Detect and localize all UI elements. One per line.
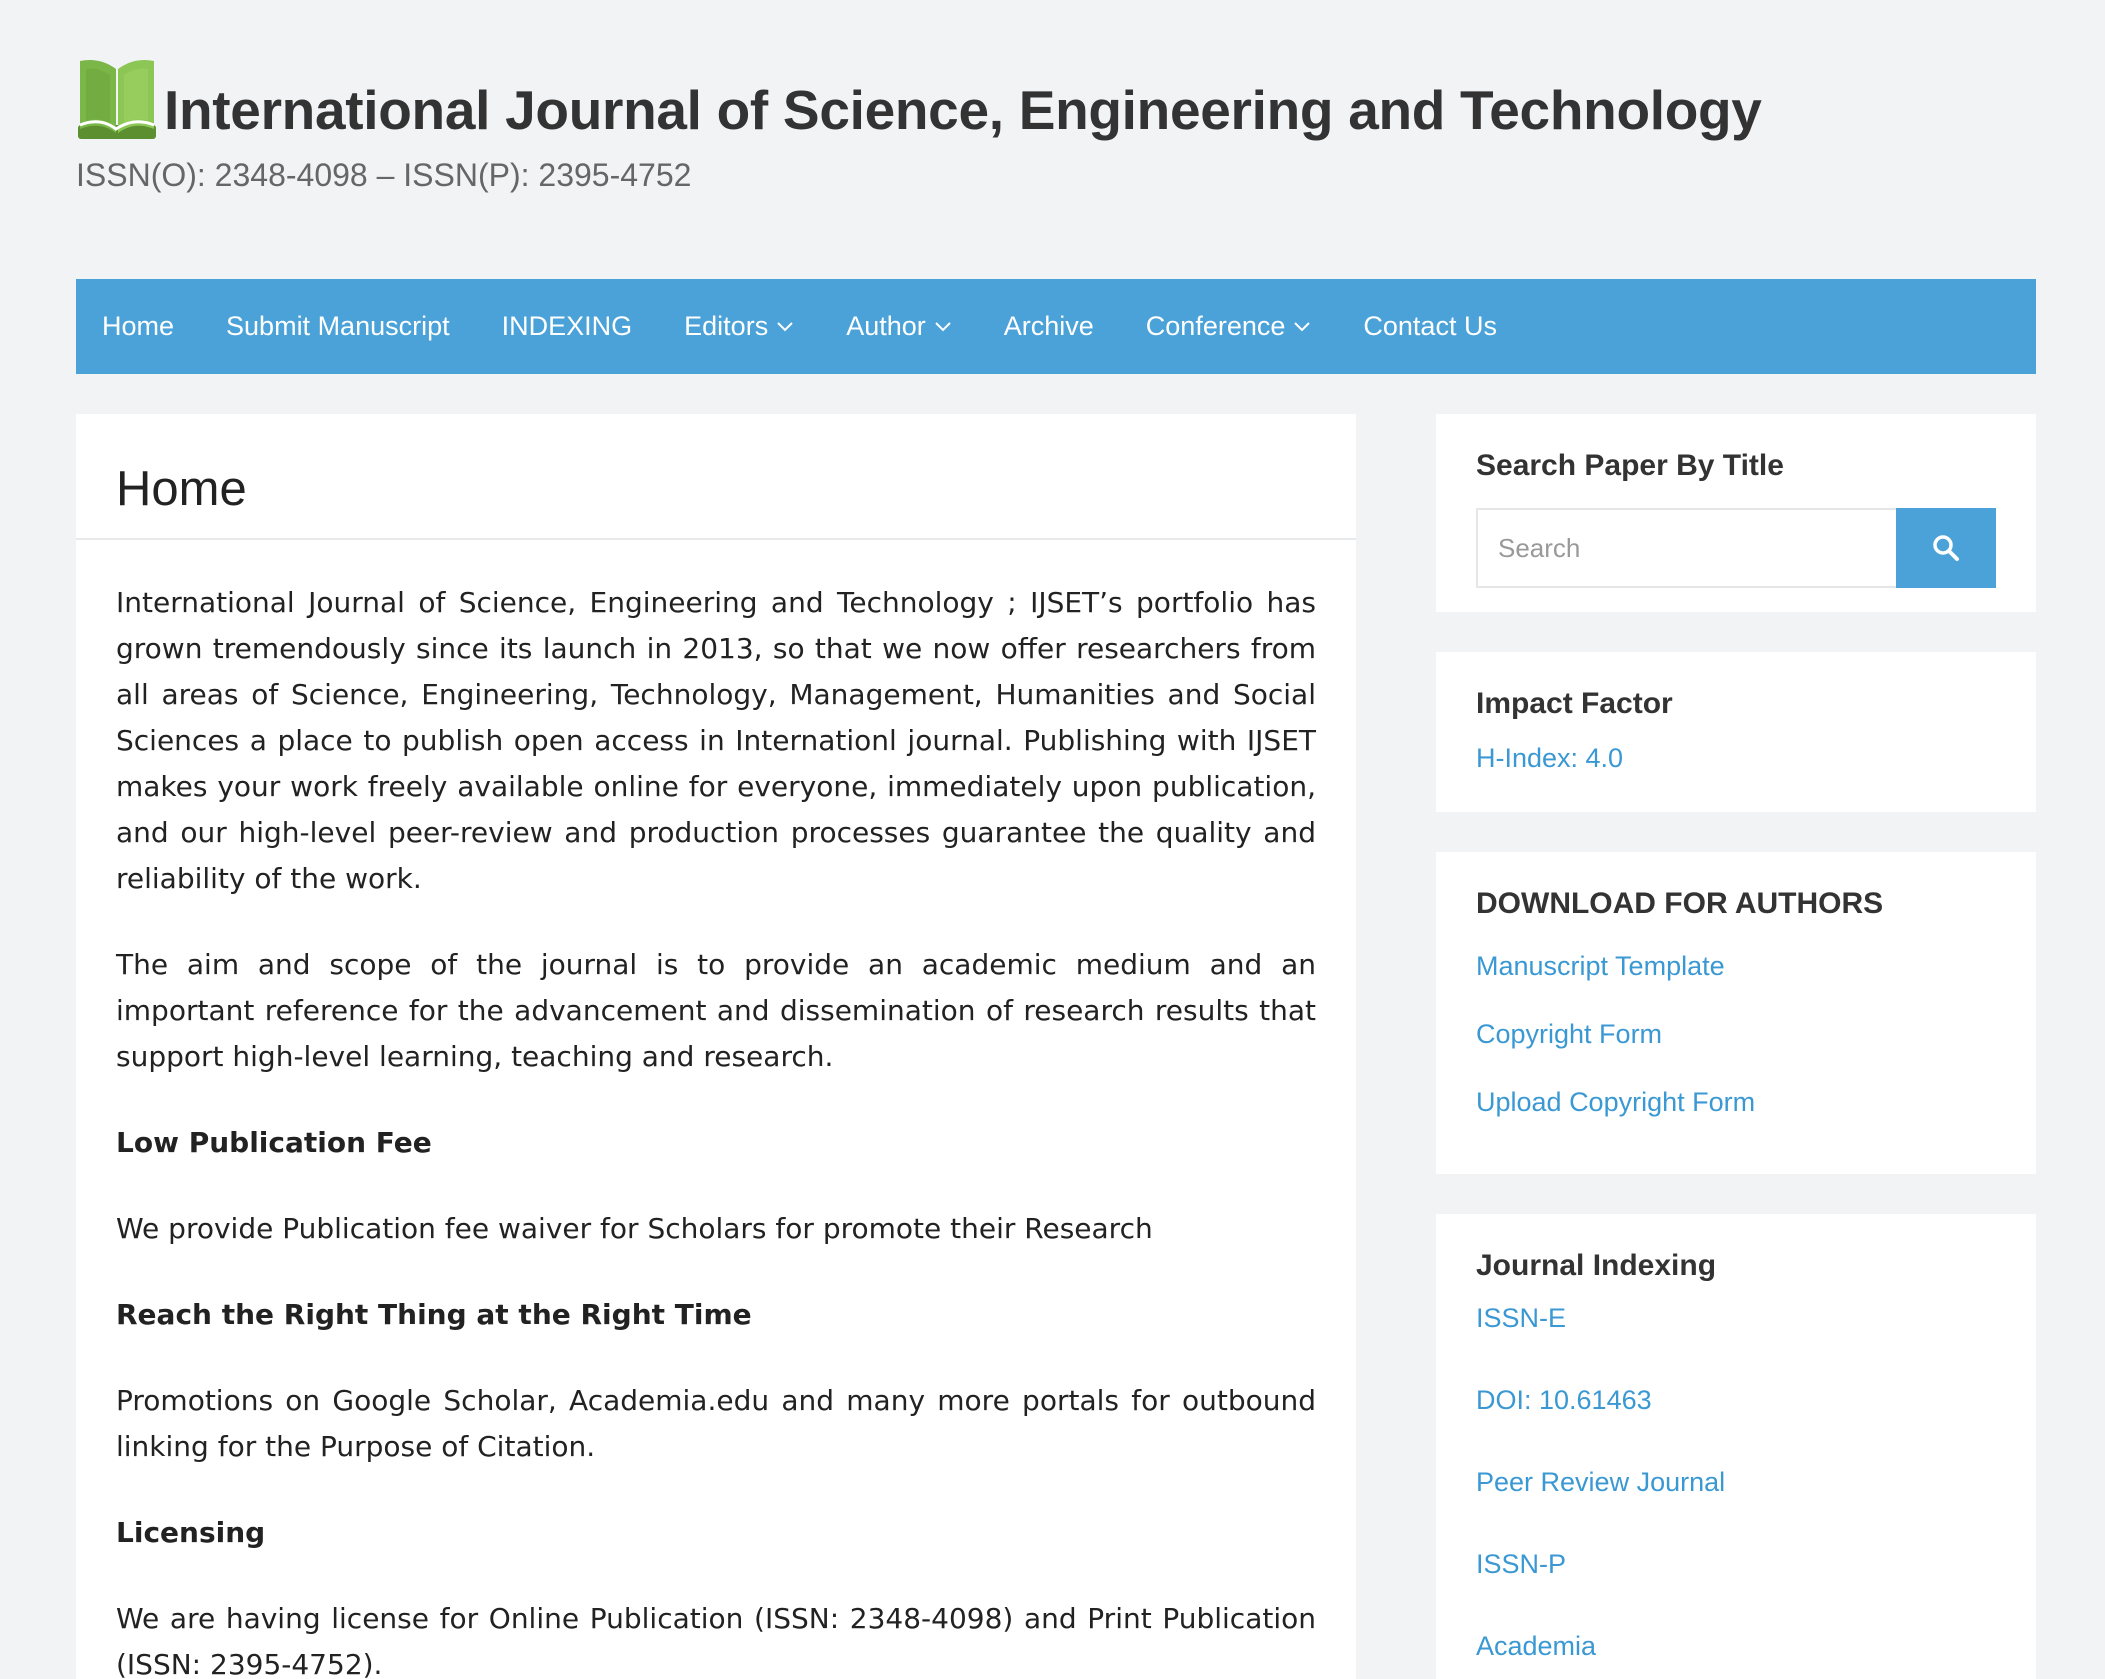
main-content-card — [76, 414, 1356, 1679]
nav-item-label: Submit Manuscript — [226, 311, 450, 341]
journal-indexing-widget — [1436, 1214, 2036, 1679]
reach-paragraph: Promotions on Google Scholar, Academia.edu and many more portals for outbound linking for the Purpose of Citation. — [116, 1384, 1316, 1463]
site-header — [76, 55, 2036, 194]
nav-item-label: Archive — [1003, 311, 1094, 341]
nav-item-indexing[interactable] — [476, 279, 659, 374]
peer-review-link[interactable]: Peer Review Journal — [1476, 1467, 1726, 1497]
nav-item-label: Contact Us — [1363, 311, 1497, 341]
issn-e-link[interactable]: ISSN-E — [1476, 1303, 1567, 1333]
copyright-form-link[interactable]: Copyright Form — [1476, 1019, 1663, 1049]
chevron-down-icon — [776, 321, 794, 333]
nav-item-archive[interactable] — [978, 279, 1120, 374]
fee-paragraph: We provide Publication fee waiver for Scholars for promote their Research — [116, 1212, 1153, 1245]
academia-link[interactable]: Academia — [1476, 1631, 1597, 1661]
nav-item-editors[interactable] — [658, 279, 820, 374]
nav-item-home[interactable] — [76, 279, 200, 374]
search-icon — [1932, 534, 1960, 562]
aim-scope-paragraph: The aim and scope of the journal is to provide an academic medium and an important reference for the advancement and dissemination of research results that support high-level learning, teaching and research. — [116, 948, 1316, 1073]
impact-factor-widget — [1436, 652, 2036, 812]
widget-title-indexing: Journal Indexing — [1476, 1249, 1717, 1282]
open-book-icon[interactable] — [76, 55, 158, 143]
intro-paragraph: International Journal of Science, Engineering and Technology ; IJSET’s portfolio has grown tremendously since its launch in 2013, so that we now offer researchers from all areas of Science, Engineering, Technology, Management, Humanities and Social Sciences a place to publish open access in Internationl journal. Publishing with IJSET makes your work freely available online for everyone, immediately upon publication, and our high-level peer-review and production processes guarantee the quality and reliability of the work. — [116, 586, 1316, 895]
section-heading-fee: Low Publication Fee — [116, 1126, 432, 1159]
search-button[interactable] — [1896, 508, 1996, 588]
search-widget — [1436, 414, 2036, 612]
nav-item-label: Editors — [684, 311, 769, 341]
nav-item-contact-us[interactable] — [1337, 279, 1523, 374]
doi-link[interactable]: DOI: 10.61463 — [1476, 1385, 1652, 1415]
site-title[interactable]: International Journal of Science, Engineering and Technology — [164, 79, 1762, 141]
search-input[interactable] — [1476, 508, 1896, 588]
section-heading-reach: Reach the Right Thing at the Right Time — [116, 1298, 752, 1331]
brand-row — [76, 55, 2036, 143]
main-navigation — [76, 279, 2036, 374]
issn-p-link[interactable]: ISSN-P — [1476, 1549, 1567, 1579]
nav-item-label: INDEXING — [501, 311, 633, 341]
nav-item-conference[interactable] — [1120, 279, 1338, 374]
h-index-link[interactable]: H-Index: 4.0 — [1476, 743, 1624, 773]
nav-item-label: Home — [102, 311, 175, 341]
widget-title-search: Search Paper By Title — [1476, 449, 1784, 482]
site-tagline: ISSN(O): 2348-4098 – ISSN(P): 2395-4752 — [76, 157, 692, 193]
download-authors-widget — [1436, 852, 2036, 1174]
nav-item-author[interactable] — [820, 279, 978, 374]
nav-item-label: Author — [846, 311, 926, 341]
widget-title-impact: Impact Factor — [1476, 687, 1673, 720]
licensing-paragraph: We are having license for Online Publication (ISSN: 2348-4098) and Print Publication (ISSN: 2395-4752). — [116, 1602, 1316, 1679]
nav-item-submit-manuscript[interactable] — [200, 279, 476, 374]
chevron-down-icon — [1293, 321, 1311, 333]
page-title: Home — [76, 414, 1356, 540]
manuscript-template-link[interactable]: Manuscript Template — [1476, 951, 1725, 981]
page-content — [76, 540, 1356, 1679]
section-heading-licensing: Licensing — [116, 1516, 266, 1549]
widget-title-downloads: DOWNLOAD FOR AUTHORS — [1476, 887, 1884, 920]
nav-item-label: Conference — [1145, 311, 1286, 341]
search-form — [1476, 508, 1996, 588]
chevron-down-icon — [934, 321, 952, 333]
upload-copyright-form-link[interactable]: Upload Copyright Form — [1476, 1087, 1756, 1117]
